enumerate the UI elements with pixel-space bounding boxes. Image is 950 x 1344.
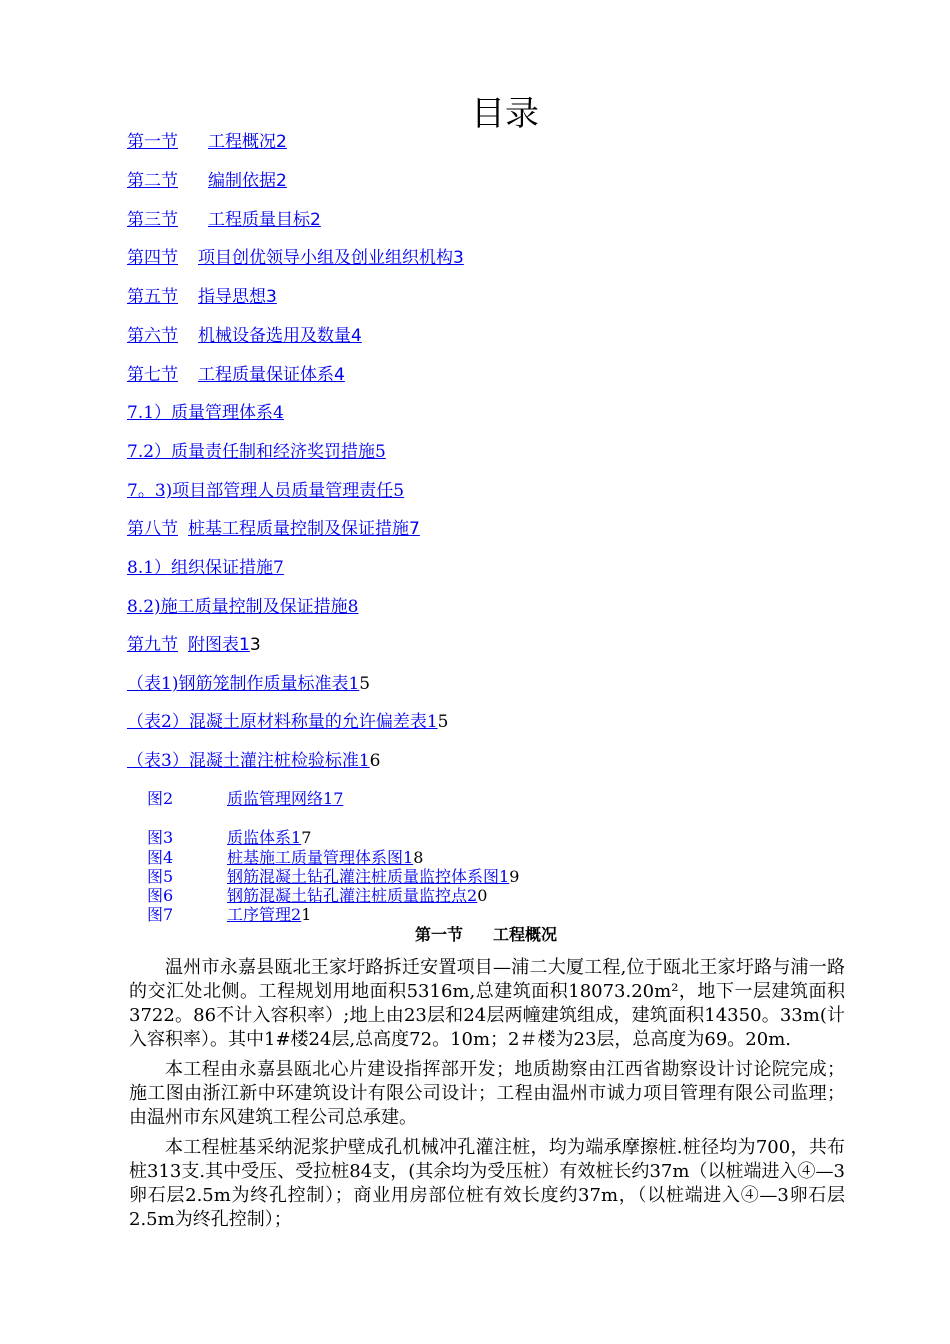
toc-link: 第七节 工程质量保证体系4 (127, 365, 345, 385)
toc-entry-section-5[interactable] (127, 286, 277, 308)
body-text (129, 956, 845, 1238)
toc-link: 8.2)施工质量控制及保证措施8 (127, 597, 359, 617)
toc-link: 第八节 桩基工程质量控制及保证措施7 (127, 519, 420, 539)
toc-entry-table-3[interactable]: （表3）混凝土灌注桩检验标准16 (127, 751, 381, 771)
toc-entry-section-3[interactable] (127, 209, 321, 231)
toc-link: 第三节 工程质量目标2 (127, 210, 321, 230)
toc-link: 第四节 项目创优领导小组及创业组织机构3 (127, 248, 464, 268)
toc-link: 图7 工序管理2 (147, 905, 302, 924)
toc-entry-table-1[interactable]: （表1)钢筋笼制作质量标准表15 (127, 674, 371, 694)
toc-link: 第二节 编制依据2 (127, 171, 287, 191)
toc-link: （表3）混凝土灌注桩检验标准1 (127, 751, 370, 771)
toc-entry-section-4[interactable] (127, 247, 464, 269)
toc-link: 8.1）组织保证措施7 (127, 558, 284, 578)
toc-entry-7-3[interactable] (127, 480, 404, 502)
toc-entry-section-7[interactable] (127, 364, 345, 386)
toc-link: 7.2）质量责任制和经济奖罚措施5 (127, 442, 386, 462)
toc-link: 第六节 机械设备选用及数量4 (127, 326, 362, 346)
toc-entry-8-2[interactable] (127, 596, 359, 618)
toc-link: 7。3)项目部管理人员质量管理责任5 (127, 481, 405, 501)
toc-entry-section-6[interactable] (127, 325, 362, 347)
section-heading: 第一节 工程概况 (414, 925, 558, 944)
toc-link: （表1)钢筋笼制作质量标准表1 (127, 674, 360, 694)
toc-entry-figure-3[interactable]: 图3 质监体系17 (147, 828, 312, 847)
toc-entry-figure-7[interactable]: 图7 工序管理21 (147, 905, 312, 924)
toc-entry-section-8[interactable] (127, 518, 420, 540)
toc-link: 图4 桩基施工质量管理体系图1 (147, 848, 414, 867)
toc-link: 7.1）质量管理体系4 (127, 403, 284, 423)
toc-entry-figure-5[interactable]: 图5 钢筋混凝土钻孔灌注桩质量监控体系图19 (147, 867, 520, 886)
toc-entry-section-9[interactable]: 第九节 附图表13 (127, 635, 261, 655)
toc-entry-section-2[interactable] (127, 170, 287, 192)
toc-link: 图6 钢筋混凝土钻孔灌注桩质量监控点2 (147, 886, 478, 905)
toc-entry-7-1[interactable] (127, 402, 284, 424)
paragraph: 温州市永嘉县瓯北王家圩路拆迁安置项目—浦二大厦工程,位于瓯北王家圩路与浦一路的交汇处北侧。工程规划用地面积5316m,总建筑面积18073.20m²，地下一层建筑面积3722。86不计入容积率）;地上由23层和24层两幢建筑组成，建筑面积14350。33m(计入容积率）。其中1#楼24层,总高度72。10m；2＃楼为23层，总高度为69。20m. (129, 957, 845, 1050)
page-title: 目录 (471, 94, 539, 134)
toc-link: 第五节 指导思想3 (127, 287, 277, 307)
toc-entry-figure-6[interactable]: 图6 钢筋混凝土钻孔灌注桩质量监控点20 (147, 886, 488, 905)
toc-entry-7-2[interactable] (127, 441, 386, 463)
paragraph: 本工程由永嘉县瓯北心片建设指挥部开发；地质勘察由江西省勘察设计讨论院完成；施工图由浙江新中环建筑设计有限公司设计；工程由温州市诚力项目管理有限公司监理；由温州市东风建筑工程公司总承建。 (129, 1059, 845, 1128)
toc-link: 图2 质监管理网络17 (147, 789, 344, 808)
toc-link: 图5 钢筋混凝土钻孔灌注桩质量监控体系图1 (147, 867, 510, 886)
toc-link: 第九节 附图表1 (127, 635, 250, 655)
toc-link: （表2）混凝土原材料称量的允许偏差表1 (127, 712, 438, 732)
paragraph: 本工程桩基采纳泥浆护壁成孔机械冲孔灌注桩，均为端承摩擦桩.桩径均为700，共布桩313支.其中受压、受拉桩84支，(其余均为受压桩）有效桩长约37m（以桩端进入④—3卵石层2.5m为终孔控制）；商业用房部位桩有效长度约37m，（以桩端进入④—3卵石层2.5m为终孔控制）； (129, 1137, 845, 1230)
toc-entry-section-1[interactable] (127, 131, 287, 153)
toc-entry-8-1[interactable] (127, 557, 284, 579)
toc-entry-table-2[interactable]: （表2）混凝土原材料称量的允许偏差表15 (127, 712, 449, 732)
toc-link: 第一节 工程概况2 (127, 132, 287, 152)
toc-link: 图3 质监体系1 (147, 828, 302, 847)
toc-entry-figure-4[interactable]: 图4 桩基施工质量管理体系图18 (147, 848, 424, 867)
toc-entry-figure-2[interactable] (147, 789, 343, 809)
